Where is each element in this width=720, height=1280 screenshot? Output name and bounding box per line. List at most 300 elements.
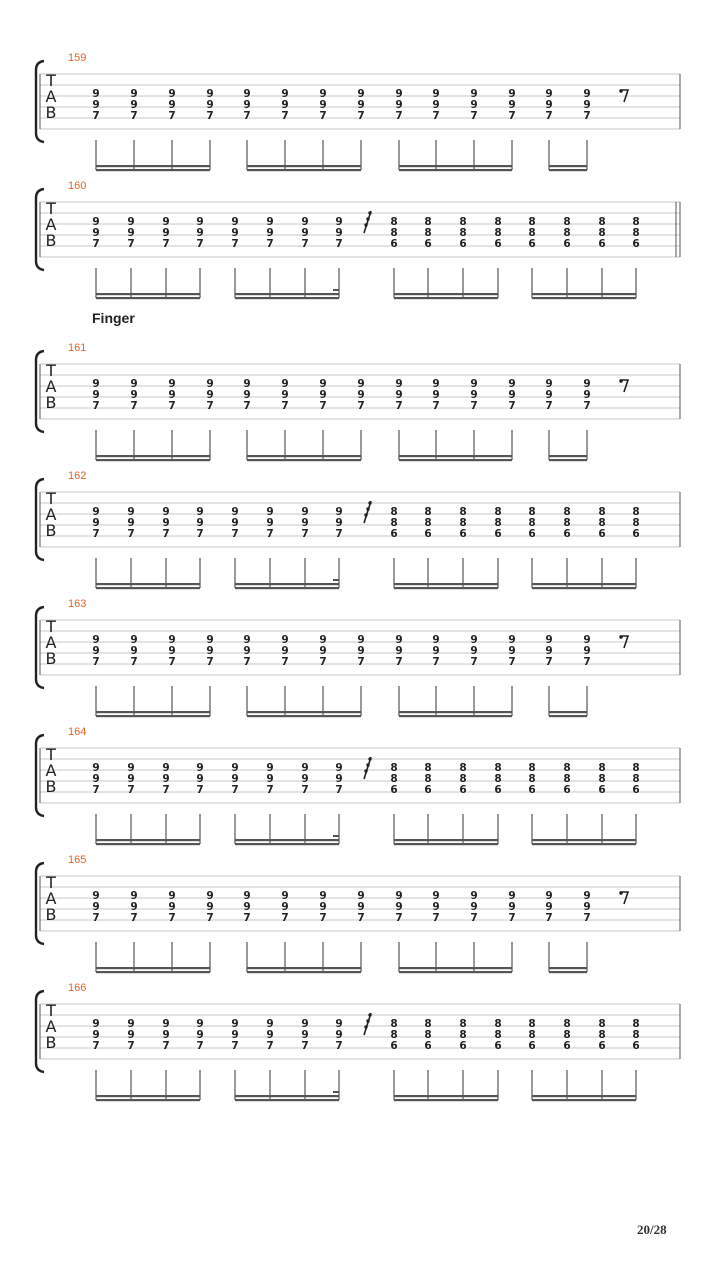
fret-number: 9 xyxy=(470,645,478,657)
beam xyxy=(247,169,361,171)
beam xyxy=(96,169,210,171)
beam xyxy=(399,711,512,713)
beam xyxy=(549,165,587,167)
fret-number: 9 xyxy=(395,645,403,657)
beam xyxy=(549,169,587,171)
fret-number: 9 xyxy=(281,645,289,657)
beam xyxy=(247,711,361,713)
fret-number: 8 xyxy=(632,1018,640,1030)
fret-number: 9 xyxy=(168,634,176,646)
fret-number: 9 xyxy=(357,634,365,646)
fret-number: 9 xyxy=(545,901,553,913)
beam xyxy=(532,843,636,845)
fret-number: 9 xyxy=(266,773,274,785)
fret-number: 9 xyxy=(432,99,440,111)
fret-number: 6 xyxy=(494,784,502,796)
fret-number: 9 xyxy=(162,227,170,239)
fret-number: 7 xyxy=(508,110,516,122)
fret-number: 6 xyxy=(528,1040,536,1052)
fret-number: 9 xyxy=(281,378,289,390)
fret-number: 9 xyxy=(319,901,327,913)
tab-clef-letter: B xyxy=(45,1033,57,1052)
beam xyxy=(549,711,587,713)
fret-number: 6 xyxy=(563,238,571,250)
fret-number: 8 xyxy=(563,762,571,774)
fret-number: 8 xyxy=(632,1029,640,1041)
tab-clef-letter: T xyxy=(46,71,56,90)
fret-number: 9 xyxy=(357,88,365,100)
fret-number: 8 xyxy=(390,1018,398,1030)
fret-number: 7 xyxy=(281,400,289,412)
fret-number: 7 xyxy=(206,656,214,668)
fret-number: 9 xyxy=(281,99,289,111)
fret-number: 9 xyxy=(162,1029,170,1041)
tab-clef-letter: B xyxy=(45,649,57,668)
fret-number: 9 xyxy=(583,378,591,390)
fret-number: 9 xyxy=(583,890,591,902)
fret-number: 8 xyxy=(632,517,640,529)
beam xyxy=(394,839,498,841)
fret-number: 9 xyxy=(127,773,135,785)
fret-number: 9 xyxy=(92,773,100,785)
fret-number: 6 xyxy=(598,784,606,796)
beam xyxy=(96,587,200,589)
rest-flag-dot xyxy=(366,507,369,510)
fret-number: 7 xyxy=(206,912,214,924)
fret-number: 6 xyxy=(390,528,398,540)
rest-marker xyxy=(333,289,339,291)
fret-number: 9 xyxy=(545,634,553,646)
fret-number: 9 xyxy=(301,773,309,785)
fret-number: 7 xyxy=(231,238,239,250)
eighth-rest-dot xyxy=(619,635,623,639)
fret-number: 7 xyxy=(395,656,403,668)
beam xyxy=(394,583,498,585)
beam xyxy=(247,165,361,167)
rest-flag-dot xyxy=(366,217,369,220)
fret-number: 9 xyxy=(231,506,239,518)
fret-number: 9 xyxy=(92,645,100,657)
beam xyxy=(247,455,361,457)
fret-number: 9 xyxy=(319,890,327,902)
fret-number: 8 xyxy=(563,506,571,518)
fret-number: 9 xyxy=(508,389,516,401)
rest-marker xyxy=(333,835,339,837)
tab-system xyxy=(0,186,720,296)
fret-number: 7 xyxy=(432,912,440,924)
fret-number: 7 xyxy=(470,110,478,122)
fret-number: 6 xyxy=(528,238,536,250)
fret-number: 9 xyxy=(196,216,204,228)
fret-number: 8 xyxy=(424,762,432,774)
fret-number: 7 xyxy=(206,110,214,122)
fret-number: 9 xyxy=(508,901,516,913)
beam xyxy=(96,455,210,457)
fret-number: 8 xyxy=(459,1029,467,1041)
fret-number: 9 xyxy=(162,506,170,518)
fret-number: 8 xyxy=(528,773,536,785)
beam xyxy=(96,459,210,461)
fret-number: 9 xyxy=(508,88,516,100)
fret-number: 9 xyxy=(335,517,343,529)
fret-number: 9 xyxy=(162,773,170,785)
fret-number: 7 xyxy=(319,400,327,412)
fret-number: 9 xyxy=(206,645,214,657)
fret-number: 7 xyxy=(319,656,327,668)
fret-number: 7 xyxy=(281,110,289,122)
fret-number: 6 xyxy=(494,238,502,250)
beam xyxy=(96,967,210,969)
fret-number: 9 xyxy=(281,890,289,902)
fret-number: 9 xyxy=(357,378,365,390)
beam xyxy=(96,165,210,167)
fret-number: 8 xyxy=(459,762,467,774)
fret-number: 9 xyxy=(319,389,327,401)
fret-number: 8 xyxy=(563,1018,571,1030)
fret-number: 9 xyxy=(301,1018,309,1030)
beam xyxy=(235,293,339,295)
beam xyxy=(96,843,200,845)
tab-system xyxy=(0,860,720,970)
fret-number: 9 xyxy=(162,216,170,228)
fret-number: 7 xyxy=(162,1040,170,1052)
fret-number: 9 xyxy=(395,99,403,111)
beam xyxy=(394,297,498,299)
fret-number: 9 xyxy=(127,216,135,228)
rest-flag-dot xyxy=(368,1013,371,1016)
fret-number: 9 xyxy=(301,762,309,774)
fret-number: 9 xyxy=(335,773,343,785)
fret-number: 9 xyxy=(92,1029,100,1041)
fret-number: 7 xyxy=(92,912,100,924)
fret-number: 8 xyxy=(459,1018,467,1030)
fret-number: 7 xyxy=(168,656,176,668)
fret-number: 9 xyxy=(357,645,365,657)
beam xyxy=(235,1099,339,1101)
fret-number: 9 xyxy=(243,634,251,646)
rest-flag-dot xyxy=(364,223,367,226)
fret-number: 9 xyxy=(196,773,204,785)
fret-number: 9 xyxy=(266,1018,274,1030)
fret-number: 9 xyxy=(243,645,251,657)
tab-clef-letter: A xyxy=(45,87,57,106)
fret-number: 7 xyxy=(357,656,365,668)
fret-number: 9 xyxy=(168,890,176,902)
fret-number: 9 xyxy=(432,901,440,913)
fret-number: 7 xyxy=(162,784,170,796)
beam xyxy=(235,843,339,845)
fret-number: 9 xyxy=(319,378,327,390)
tab-clef-letter: T xyxy=(46,1001,56,1020)
fret-number: 7 xyxy=(130,110,138,122)
fret-number: 7 xyxy=(281,912,289,924)
fret-number: 9 xyxy=(395,378,403,390)
tab-system xyxy=(0,604,720,714)
fret-number: 6 xyxy=(598,528,606,540)
rest-flag-dot xyxy=(368,501,371,504)
measure-number: 164 xyxy=(68,726,87,738)
beam xyxy=(96,583,200,585)
fret-number: 9 xyxy=(335,1029,343,1041)
fret-number: 9 xyxy=(583,634,591,646)
fret-number: 8 xyxy=(424,216,432,228)
fret-number: 6 xyxy=(390,238,398,250)
fret-number: 7 xyxy=(470,400,478,412)
fret-number: 9 xyxy=(92,389,100,401)
fret-number: 9 xyxy=(92,901,100,913)
fret-number: 9 xyxy=(335,216,343,228)
fret-number: 9 xyxy=(168,389,176,401)
beam xyxy=(394,1099,498,1101)
eighth-rest-dot xyxy=(619,379,623,383)
fret-number: 9 xyxy=(470,88,478,100)
fret-number: 8 xyxy=(459,773,467,785)
fret-number: 9 xyxy=(92,227,100,239)
beam xyxy=(247,459,361,461)
tab-clef-letter: A xyxy=(45,377,57,396)
fret-number: 9 xyxy=(92,506,100,518)
fret-number: 8 xyxy=(598,762,606,774)
fret-number: 7 xyxy=(196,1040,204,1052)
fret-number: 7 xyxy=(470,656,478,668)
beam xyxy=(235,839,339,841)
fret-number: 7 xyxy=(130,400,138,412)
fret-number: 9 xyxy=(266,762,274,774)
fret-number: 9 xyxy=(206,901,214,913)
fret-number: 9 xyxy=(395,634,403,646)
fret-number: 8 xyxy=(563,1029,571,1041)
fret-number: 9 xyxy=(130,890,138,902)
fret-number: 9 xyxy=(231,227,239,239)
fret-number: 7 xyxy=(231,528,239,540)
fret-number: 8 xyxy=(424,1018,432,1030)
fret-number: 9 xyxy=(231,216,239,228)
tab-system xyxy=(0,348,720,458)
fret-number: 6 xyxy=(598,1040,606,1052)
beam xyxy=(235,297,339,299)
fret-number: 9 xyxy=(508,645,516,657)
beam xyxy=(399,715,512,717)
fret-number: 6 xyxy=(632,784,640,796)
fret-number: 8 xyxy=(528,517,536,529)
fret-number: 9 xyxy=(92,517,100,529)
fret-number: 8 xyxy=(598,1018,606,1030)
tab-clef-letter: A xyxy=(45,215,57,234)
fret-number: 9 xyxy=(92,762,100,774)
page-number: 20/28 xyxy=(637,1222,667,1237)
fret-number: 8 xyxy=(459,216,467,228)
beam xyxy=(235,1095,339,1097)
fret-number: 9 xyxy=(432,890,440,902)
fret-number: 7 xyxy=(545,912,553,924)
fret-number: 9 xyxy=(162,762,170,774)
fret-number: 7 xyxy=(301,528,309,540)
fret-number: 8 xyxy=(563,227,571,239)
fret-number: 9 xyxy=(243,88,251,100)
beam xyxy=(247,967,361,969)
fret-number: 7 xyxy=(168,400,176,412)
measure-number: 163 xyxy=(68,598,87,610)
fret-number: 9 xyxy=(168,378,176,390)
fret-number: 9 xyxy=(243,99,251,111)
fret-number: 9 xyxy=(281,634,289,646)
fret-number: 9 xyxy=(395,88,403,100)
fret-number: 9 xyxy=(545,389,553,401)
fret-number: 7 xyxy=(266,784,274,796)
fret-number: 9 xyxy=(266,517,274,529)
tab-clef-letter: A xyxy=(45,633,57,652)
tab-clef-letter: T xyxy=(46,617,56,636)
measure-number: 159 xyxy=(68,52,87,64)
fret-number: 8 xyxy=(424,227,432,239)
fret-number: 9 xyxy=(545,645,553,657)
fret-number: 7 xyxy=(301,238,309,250)
fret-number: 7 xyxy=(92,400,100,412)
beam xyxy=(549,971,587,973)
rest-marker xyxy=(333,579,339,581)
fret-number: 6 xyxy=(563,784,571,796)
fret-number: 9 xyxy=(196,1029,204,1041)
fret-number: 7 xyxy=(432,400,440,412)
fret-number: 7 xyxy=(92,528,100,540)
beam xyxy=(399,169,512,171)
rest-flag-dot xyxy=(364,1025,367,1028)
fret-number: 9 xyxy=(231,517,239,529)
fret-number: 8 xyxy=(459,227,467,239)
tab-clef-letter: B xyxy=(45,905,57,924)
fret-number: 7 xyxy=(243,400,251,412)
fret-number: 9 xyxy=(196,1018,204,1030)
fret-number: 7 xyxy=(395,912,403,924)
fret-number: 9 xyxy=(130,378,138,390)
fret-number: 7 xyxy=(335,238,343,250)
beam xyxy=(532,583,636,585)
fret-number: 7 xyxy=(301,784,309,796)
fret-number: 9 xyxy=(127,517,135,529)
beam xyxy=(394,293,498,295)
fret-number: 9 xyxy=(335,1018,343,1030)
fret-number: 9 xyxy=(395,901,403,913)
fret-number: 7 xyxy=(243,656,251,668)
fret-number: 8 xyxy=(528,227,536,239)
fret-number: 9 xyxy=(301,506,309,518)
fret-number: 6 xyxy=(632,1040,640,1052)
fret-number: 9 xyxy=(130,645,138,657)
fret-number: 7 xyxy=(281,656,289,668)
fret-number: 9 xyxy=(508,378,516,390)
fret-number: 7 xyxy=(508,912,516,924)
fret-number: 9 xyxy=(92,99,100,111)
fret-number: 8 xyxy=(459,517,467,529)
fret-number: 9 xyxy=(508,99,516,111)
tab-clef-letter: T xyxy=(46,745,56,764)
fret-number: 9 xyxy=(206,389,214,401)
fret-number: 8 xyxy=(528,1029,536,1041)
fret-number: 9 xyxy=(583,99,591,111)
fret-number: 9 xyxy=(470,389,478,401)
fret-number: 6 xyxy=(494,1040,502,1052)
beam xyxy=(399,971,512,973)
fret-number: 9 xyxy=(231,762,239,774)
fret-number: 9 xyxy=(130,389,138,401)
fret-number: 8 xyxy=(424,773,432,785)
fret-number: 7 xyxy=(583,912,591,924)
fret-number: 9 xyxy=(206,99,214,111)
beam xyxy=(247,971,361,973)
fret-number: 9 xyxy=(301,1029,309,1041)
rest-flag-dot xyxy=(364,513,367,516)
fret-number: 9 xyxy=(92,1018,100,1030)
fret-number: 7 xyxy=(432,110,440,122)
fret-number: 9 xyxy=(357,99,365,111)
measure-number: 166 xyxy=(68,982,87,994)
fret-number: 8 xyxy=(598,773,606,785)
measure-number: 160 xyxy=(68,180,87,192)
fret-number: 7 xyxy=(545,656,553,668)
fret-number: 8 xyxy=(563,517,571,529)
beam xyxy=(235,587,339,589)
beam xyxy=(394,1095,498,1097)
tab-clef-letter: B xyxy=(45,393,57,412)
fret-number: 9 xyxy=(470,378,478,390)
fret-number: 9 xyxy=(196,227,204,239)
fret-number: 8 xyxy=(494,517,502,529)
tab-system xyxy=(0,988,720,1098)
beam xyxy=(549,715,587,717)
beam xyxy=(532,839,636,841)
beam xyxy=(532,587,636,589)
fret-number: 9 xyxy=(162,517,170,529)
fret-number: 8 xyxy=(494,216,502,228)
fret-number: 9 xyxy=(206,634,214,646)
beam xyxy=(549,459,587,461)
fret-number: 7 xyxy=(319,912,327,924)
fret-number: 9 xyxy=(168,88,176,100)
fret-number: 6 xyxy=(459,784,467,796)
fret-number: 9 xyxy=(243,890,251,902)
fret-number: 7 xyxy=(395,400,403,412)
beam xyxy=(247,715,361,717)
fret-number: 9 xyxy=(395,890,403,902)
measure-number: 161 xyxy=(68,342,87,354)
fret-number: 9 xyxy=(196,506,204,518)
measure-number: 162 xyxy=(68,470,87,482)
fret-number: 7 xyxy=(196,784,204,796)
fret-number: 9 xyxy=(319,634,327,646)
tab-clef-letter: B xyxy=(45,103,57,122)
fret-number: 9 xyxy=(168,645,176,657)
tab-system xyxy=(0,732,720,842)
beam xyxy=(399,459,512,461)
fret-number: 7 xyxy=(545,110,553,122)
fret-number: 7 xyxy=(168,912,176,924)
beam xyxy=(96,711,210,713)
fret-number: 9 xyxy=(130,99,138,111)
fret-number: 8 xyxy=(390,517,398,529)
fret-number: 8 xyxy=(494,227,502,239)
fret-number: 8 xyxy=(528,506,536,518)
fret-number: 8 xyxy=(598,1029,606,1041)
fret-number: 8 xyxy=(390,216,398,228)
fret-number: 9 xyxy=(127,762,135,774)
fret-number: 6 xyxy=(459,238,467,250)
beam xyxy=(96,715,210,717)
fret-number: 9 xyxy=(281,901,289,913)
fret-number: 9 xyxy=(545,99,553,111)
fret-number: 7 xyxy=(130,656,138,668)
fret-number: 9 xyxy=(127,227,135,239)
tab-clef-letter: T xyxy=(46,489,56,508)
